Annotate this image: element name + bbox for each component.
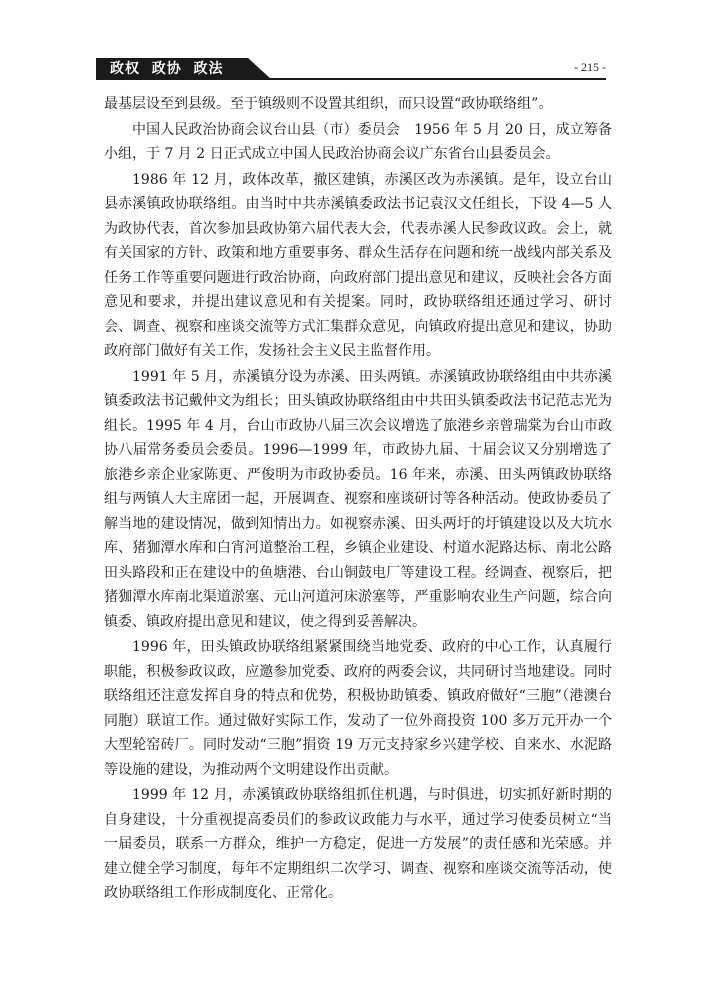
paragraph: 1999 年 12 月，赤溪镇政协联络组抓住机遇，与时俱进，切实抓好新时期的自身建设，十分重视提高委员们的参政议政能力与水平，通过学习使委员树立“当一届委员，联系一方群众，维护一方稳定，促进一方发展”的责任感和光荣感。并建立健全学习制度，每年不定期组织二次学习、调查、视察和座谈交流等活动，使政协联络组工作形成制度化、正常化。 <box>104 787 612 901</box>
paragraph: 最基层设至到县级。至于镇级则不设置其组织，而只设置“政协联络组”。 <box>104 96 553 112</box>
page-header <box>96 58 606 80</box>
page-number: - 215 - <box>574 60 606 74</box>
body-text <box>104 92 612 907</box>
section-title: 政权 政协 政法 <box>110 61 224 77</box>
paragraph: 1991 年 5 月，赤溪镇分设为赤溪、田头两镇。赤溪镇政协联络组由中共赤溪镇委政法书记戴仲文为组长；田头镇政协联络组由中共田头镇委政法书记范志光为组长。1995 年 4 月，台山市政协八届三次会议增选了旅港乡亲曾瑞棠为台山市政协八届常务委员会委员。1996—1999 年，市政协九届、十届会议又分别增选了旅港乡亲企业家陈更、严俊明为市政协委员。16 年来，赤溪、田头两镇政协联络组与两镇人大主席团一起，开展调查、视察和座谈研讨等各种活动。使政协委员了解当地的建设情况，做到知情出力。如视察赤溪、田头两圩的圩镇建设以及大坑水库、猪㹢潭水库和白宵河道整治工程，乡镇企业建设、村道水泥路达标、南北公路田头路段和正在建设中的鱼塘港、台山铜鼓电厂等建设工程。经调查、视察后，把猪㹢潭水库南北渠道淤塞、元山河道河床淤塞等，严重影响农业生产问题，综合向镇委、镇政府提出意见和建议，使之得到妥善解决。 <box>104 368 612 630</box>
paragraph: 1996 年，田头镇政协联络组紧紧围绕当地党委、政府的中心工作，认真履行职能，积极参政议政，应邀参加党委、政府的两委会议，共同研讨当地建设。同时联络组还注意发挥自身的特点和优势，积极协助镇委、镇政府做好“三胞”（港澳台同胞）联谊工作。通过做好实际工作，发动了一位外商投资 100 多万元开办一个大型轮窑砖厂。同时发动“三胞”捐资 19 万元支持家乡兴建学校、自来水、水泥路等设施的建设，为推动两个文明建设作出贡献。 <box>104 639 612 778</box>
paragraph: 1986 年 12 月，政体改革，撤区建镇，赤溪区改为赤溪镇。是年，设立台山县赤溪镇政协联络组。由当时中共赤溪镇委政法书记袁汉文任组长，下设 4—5 人为政协代表，首次参加县政协第六届代表大会，代表赤溪人民参政议政。会上，就有关国家的方针、政策和地方重要事务、群众生活存在问题和统一战线内部关系及任务工作等重要问题进行政治协商，向政府部门提出意见和建议，反映社会各方面意见和要求，并提出建议意见和有关提案。同时，政协联络组还通过学习、研讨会、调查、视察和座谈交流等方式汇集群众意见，向镇政府提出意见和建议，协助政府部门做好有关工作，发扬社会主义民主监督作用。 <box>104 171 612 359</box>
paragraph: 中国人民政治协商会议台山县（市）委员会 1956 年 5 月 20 日，成立筹备小组，于 7 月 2 日正式成立中国人民政治协商会议广东省台山县委员会。 <box>104 121 612 162</box>
